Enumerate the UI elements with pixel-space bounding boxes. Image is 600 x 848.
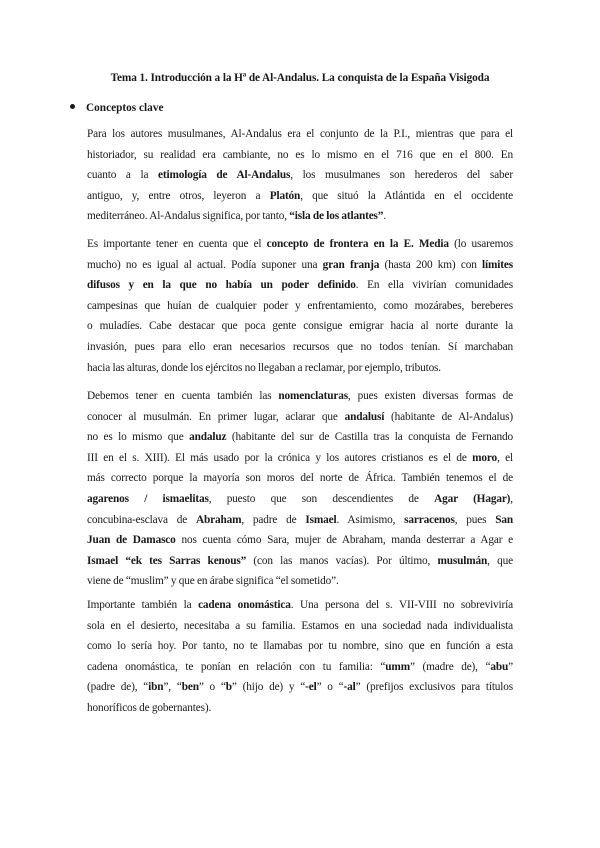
- bold-term: umm: [385, 660, 410, 673]
- text-run: Importante también la: [87, 599, 199, 611]
- text-run: , pues existen diversas formas de: [347, 390, 513, 402]
- bold-term: agarenos / ismaelitas: [87, 492, 209, 505]
- paragraph: [87, 124, 513, 227]
- text-line: [87, 677, 513, 698]
- text-run: , pues: [454, 513, 496, 526]
- text-line: [87, 595, 513, 616]
- paragraph: [87, 595, 513, 719]
- text-line: [87, 234, 513, 255]
- bold-term: gran franja: [322, 258, 380, 271]
- text-run: , los musulmanes son herederos del saber: [290, 169, 514, 182]
- text-run: Para los autores musulmanes, Al-Andalus era el conjunto de la P.I., mientras que para el: [87, 128, 513, 140]
- text-line: [87, 165, 513, 186]
- bold-term: musulmán: [437, 554, 488, 567]
- text-run: viene de “muslim” y que en árabe significa “el sometido”.: [87, 575, 339, 588]
- text-line: [87, 124, 513, 145]
- text-run: (habitante de Al-Andalus): [384, 410, 513, 423]
- text-line: [87, 636, 513, 657]
- text-run: o muladíes. Cabe destacar que poca gente consigue emigrar hacia al norte durante la: [87, 320, 513, 333]
- text-run: honoríficos de gobernantes).: [87, 701, 212, 714]
- text-line: [87, 206, 513, 227]
- bold-term: -el: [305, 681, 317, 694]
- text-run: . Una persona del s. VII-VIII no sobreviviría: [290, 599, 514, 611]
- text-run: conocer al musulmán. En primer lugar, aclarar que: [87, 410, 345, 423]
- bold-term: -al: [343, 681, 356, 694]
- text-run: cuanto a la: [87, 169, 159, 182]
- text-line: [87, 616, 513, 637]
- text-line: [87, 386, 513, 407]
- text-run: ”: [508, 660, 513, 673]
- text-line: [87, 427, 513, 448]
- bold-term: difusos y en la que no había un poder definido: [87, 279, 356, 292]
- bold-term: “isla de los atlantes”: [289, 210, 384, 223]
- text-run: mediterráneo. Al-Andalus significa, por tanto,: [87, 210, 290, 223]
- text-line: [87, 316, 513, 337]
- bold-term: etimología de Al-Andalus: [158, 169, 291, 182]
- text-line: [87, 510, 513, 531]
- text-run: sola en el desierto, necesitaba a su familia. Estamos en una sociedad nada individualista: [87, 619, 513, 632]
- text-run: . Asimismo,: [336, 513, 405, 526]
- text-run: cadena onomástica, te ponían en relación con tu familia: “: [87, 660, 386, 673]
- bold-term: ben: [181, 681, 199, 694]
- bold-term: Platón: [269, 189, 301, 202]
- text-line: [87, 489, 513, 510]
- text-run: como lo sería hoy. Por tanto, no te llamabas por tu nombre, sino que en función a esta: [87, 640, 513, 653]
- bold-term: andalusí: [344, 410, 385, 423]
- paragraph: [87, 386, 513, 592]
- text-line: [87, 530, 513, 551]
- text-run: hacia las alturas, donde los ejércitos no llegaban a reclamar, por ejemplo, tributos.: [87, 361, 441, 374]
- text-run: (con las manos vacías). Por último,: [246, 554, 438, 567]
- text-line: [87, 571, 513, 592]
- bullet-heading-text: Conceptos clave: [86, 102, 164, 114]
- text-run: ” (hijo de) y “: [231, 681, 306, 694]
- bold-term: Ismael: [305, 513, 337, 526]
- bold-term: concepto de frontera en la E. Media: [266, 238, 449, 250]
- bold-term: moro: [472, 451, 498, 464]
- page-title: Tema 1. Introducción a la Hª de Al-Andalus. La conquista de la España Visigoda: [110, 72, 490, 84]
- bold-term: Agar (Hagar): [434, 492, 511, 505]
- bullet-icon: [70, 104, 75, 109]
- text-run: , que: [487, 554, 513, 567]
- text-run: , que situó la Atlántida en el occidente: [300, 189, 513, 202]
- bold-term: límites: [482, 258, 513, 271]
- bold-term: b: [225, 681, 232, 694]
- text-run: (habitante del sur de Castilla tras la conquista de Fernando: [226, 431, 513, 444]
- bold-term: cadena onomástica: [198, 599, 291, 611]
- text-run: , padre de: [241, 513, 306, 526]
- text-run: más correcto porque la mayoría son moros del norte de África. También tenemos el de: [87, 472, 513, 485]
- text-run: III en el s. XIII). El más usado por la crónica y los autores cristianos es el de: [87, 451, 473, 464]
- bold-term: San: [495, 513, 514, 526]
- bold-term: Ismael “ek tes Sarras kenous”: [87, 554, 247, 567]
- text-line: [87, 296, 513, 317]
- text-run: ” (prefijos exclusivos para títulos: [355, 681, 514, 694]
- text-run: ” (madre de), “: [409, 660, 491, 673]
- bullet-heading: [70, 101, 164, 115]
- bold-term: nomenclaturas: [278, 390, 348, 402]
- text-run: , puesto que son descendientes de: [208, 492, 435, 505]
- bold-term: abu: [490, 660, 509, 673]
- text-line: [87, 468, 513, 489]
- text-run: ,: [510, 492, 513, 505]
- text-line: [87, 275, 513, 296]
- text-line: [87, 255, 513, 276]
- bold-term: Abraham: [195, 513, 242, 526]
- text-run: , el: [497, 451, 513, 464]
- text-run: . En ella vivirían comunidades: [355, 279, 513, 292]
- text-run: ” o “: [198, 681, 226, 694]
- bold-term: andaluz: [189, 431, 227, 444]
- text-run: ”, “: [163, 681, 182, 694]
- bold-term: Juan de Damasco: [87, 534, 176, 547]
- bold-term: sarracenos: [404, 513, 455, 526]
- text-run: antiguo, y, entre otros, leyeron a: [87, 189, 270, 202]
- text-line: [87, 358, 513, 379]
- text-run: campesinas que huían de cualquier poder y enfrentamiento, como mozárabes, bereberes: [87, 299, 513, 312]
- text-line: [87, 698, 513, 719]
- text-run: invasión, pues para ello eran necesarios recursos que no todos tenían. Sí marchaban: [87, 340, 513, 353]
- text-run: .: [383, 210, 386, 223]
- text-line: [87, 337, 513, 358]
- text-line: [87, 407, 513, 428]
- text-line: [87, 551, 513, 572]
- text-run: ” o “: [316, 681, 344, 694]
- text-run: (hasta 200 km) con: [379, 258, 483, 271]
- paragraph: [87, 234, 513, 378]
- text-run: Debemos tener en cuenta también las: [87, 390, 279, 402]
- bold-term: ibn: [148, 681, 164, 694]
- text-run: Es importante tener en cuenta que el: [87, 238, 267, 250]
- text-line: [87, 145, 513, 166]
- text-run: (lo usaremos: [448, 238, 513, 250]
- text-line: [87, 448, 513, 469]
- text-run: historiador, su realidad era cambiante, no es lo mismo en el 716 que en el 800. En: [87, 148, 513, 161]
- text-line: [87, 186, 513, 207]
- text-run: nos cuenta cómo Sara, mujer de Abraham, manda desterrar a Agar e: [175, 534, 514, 547]
- text-run: (padre de), “: [87, 681, 149, 694]
- text-run: mucho) no es igual al actual. Podía suponer una: [87, 258, 323, 271]
- text-run: no es lo mismo que: [87, 431, 190, 444]
- text-run: concubina-esclava de: [87, 513, 196, 526]
- text-line: [87, 657, 513, 678]
